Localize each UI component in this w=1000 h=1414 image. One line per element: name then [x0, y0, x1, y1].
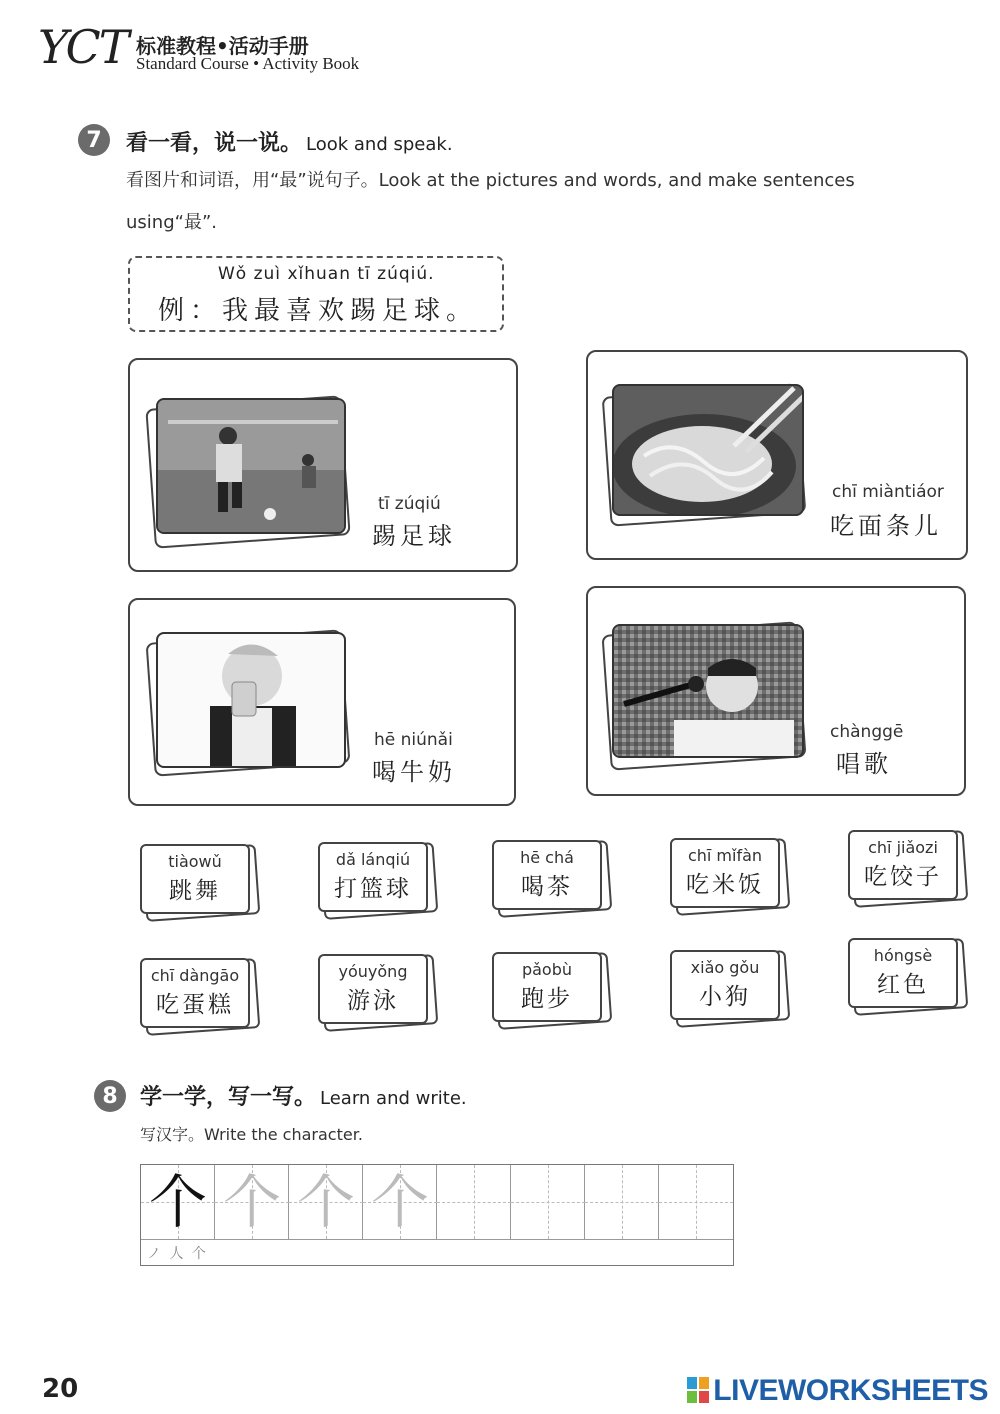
writing-grid [140, 1164, 734, 1266]
card-hanzi: 唱歌 [836, 750, 892, 778]
word-card-hanzi: 吃饺子 [864, 864, 942, 890]
liveworksheets-brand [687, 1374, 988, 1408]
soccer-photo [156, 398, 346, 534]
singing-photo-image [614, 626, 804, 758]
card-pinyin: chī miàntiáor [832, 482, 944, 502]
card-pinyin: chànggē [830, 722, 904, 742]
grid-cell-trace [363, 1165, 437, 1239]
grid-cell-trace [289, 1165, 363, 1239]
word-card-hanzi: 吃蛋糕 [156, 992, 234, 1018]
model-character: 个 [148, 1168, 207, 1236]
word-card-xiaogou [670, 950, 780, 1020]
section-8-number: 8 [94, 1080, 126, 1112]
stroke-order: ノ 人 个 [147, 1246, 208, 1262]
word-card-pinyin: chī jiǎozi [868, 838, 938, 857]
noodles-photo-image [614, 386, 804, 516]
word-card-pinyin: yóuyǒng [338, 962, 408, 981]
word-card-hanzi: 小狗 [699, 984, 751, 1010]
word-card-hanzi: 吃米饭 [686, 872, 764, 898]
word-card-pinyin: tiàowǔ [168, 852, 222, 871]
trace-character: 个 [296, 1168, 355, 1236]
word-card-chidangao [140, 958, 250, 1028]
singing-photo [612, 624, 804, 758]
grid-cell-trace [215, 1165, 289, 1239]
grid-cell-blank[interactable] [659, 1165, 733, 1239]
grid-cell-model [141, 1165, 215, 1239]
section-8-instruction: 写汉字。Write the character. [140, 1125, 363, 1144]
word-card-paobu [492, 952, 602, 1022]
grid-cell-blank[interactable] [437, 1165, 511, 1239]
section-7-instruction-2: using“最”. [126, 212, 217, 233]
word-card-pinyin: xiǎo gǒu [690, 958, 760, 977]
card-pinyin: tī zúqiú [378, 494, 441, 514]
word-card-hanzi: 打篮球 [334, 876, 412, 902]
word-card-dalanqiu [318, 842, 428, 912]
yct-logo: YCT [38, 20, 128, 74]
word-card-hongse [848, 938, 958, 1008]
word-card-pinyin: hē chá [520, 848, 574, 867]
soccer-photo-image [158, 400, 346, 534]
milk-photo [156, 632, 346, 768]
word-card-pinyin: hóngsè [873, 946, 933, 965]
liveworksheets-text: LIVEWORKSHEETS [713, 1374, 988, 1407]
card-hanzi: 喝牛奶 [372, 758, 456, 786]
word-card-hanzi: 喝茶 [521, 874, 573, 900]
word-card-pinyin: chī dàngāo [150, 966, 240, 985]
word-card-tiaowu [140, 844, 250, 914]
word-card-hanzi: 游泳 [347, 988, 399, 1014]
page-number: 20 [42, 1374, 79, 1404]
section-8-title-en: Learn and write. [320, 1088, 467, 1109]
word-card-pinyin: dǎ lánqiú [335, 850, 411, 869]
word-card-pinyin: chī mǐfàn [687, 846, 763, 865]
section-7-instruction-1: 看图片和词语，用“最”说句子。Look at the pictures and words, and make sentences [126, 170, 855, 191]
section-7-title-cn: 看一看，说一说。 [126, 131, 303, 156]
noodles-photo [612, 384, 804, 516]
word-card-youyong [318, 954, 428, 1024]
book-title-en: Standard Course • Activity Book [136, 54, 360, 73]
liveworksheets-logo-icon [687, 1377, 709, 1403]
word-card-hecha [492, 840, 602, 910]
word-card-hanzi: 红色 [877, 972, 929, 998]
word-card-chimifan [670, 838, 780, 908]
word-card-chijiaozi [848, 830, 958, 900]
card-hanzi: 踢足球 [372, 522, 456, 550]
section-8-title-cn: 学一学，写一写。 [140, 1085, 317, 1110]
section-7-title [126, 126, 453, 157]
section-7-title-en: Look and speak. [306, 134, 453, 155]
word-card-hanzi: 跑步 [521, 986, 573, 1012]
book-title-cn: 标准教程•活动手册 [136, 34, 309, 58]
word-card-hanzi: 跳舞 [169, 878, 221, 904]
card-pinyin: hē niúnǎi [374, 730, 453, 750]
trace-character: 个 [222, 1168, 281, 1236]
example-pinyin: Wǒ zuì xǐhuan tī zúqiú. [218, 264, 435, 284]
card-hanzi: 吃面条儿 [830, 512, 942, 540]
example-sentence: 例：我最喜欢踢足球。 [158, 296, 479, 326]
grid-cell-blank[interactable] [511, 1165, 585, 1239]
milk-photo-image [158, 634, 346, 768]
word-card-pinyin: pǎobù [521, 960, 573, 979]
section-7-number: 7 [78, 124, 110, 156]
grid-cell-blank[interactable] [585, 1165, 659, 1239]
trace-character: 个 [370, 1168, 429, 1236]
section-8-title [140, 1080, 467, 1111]
